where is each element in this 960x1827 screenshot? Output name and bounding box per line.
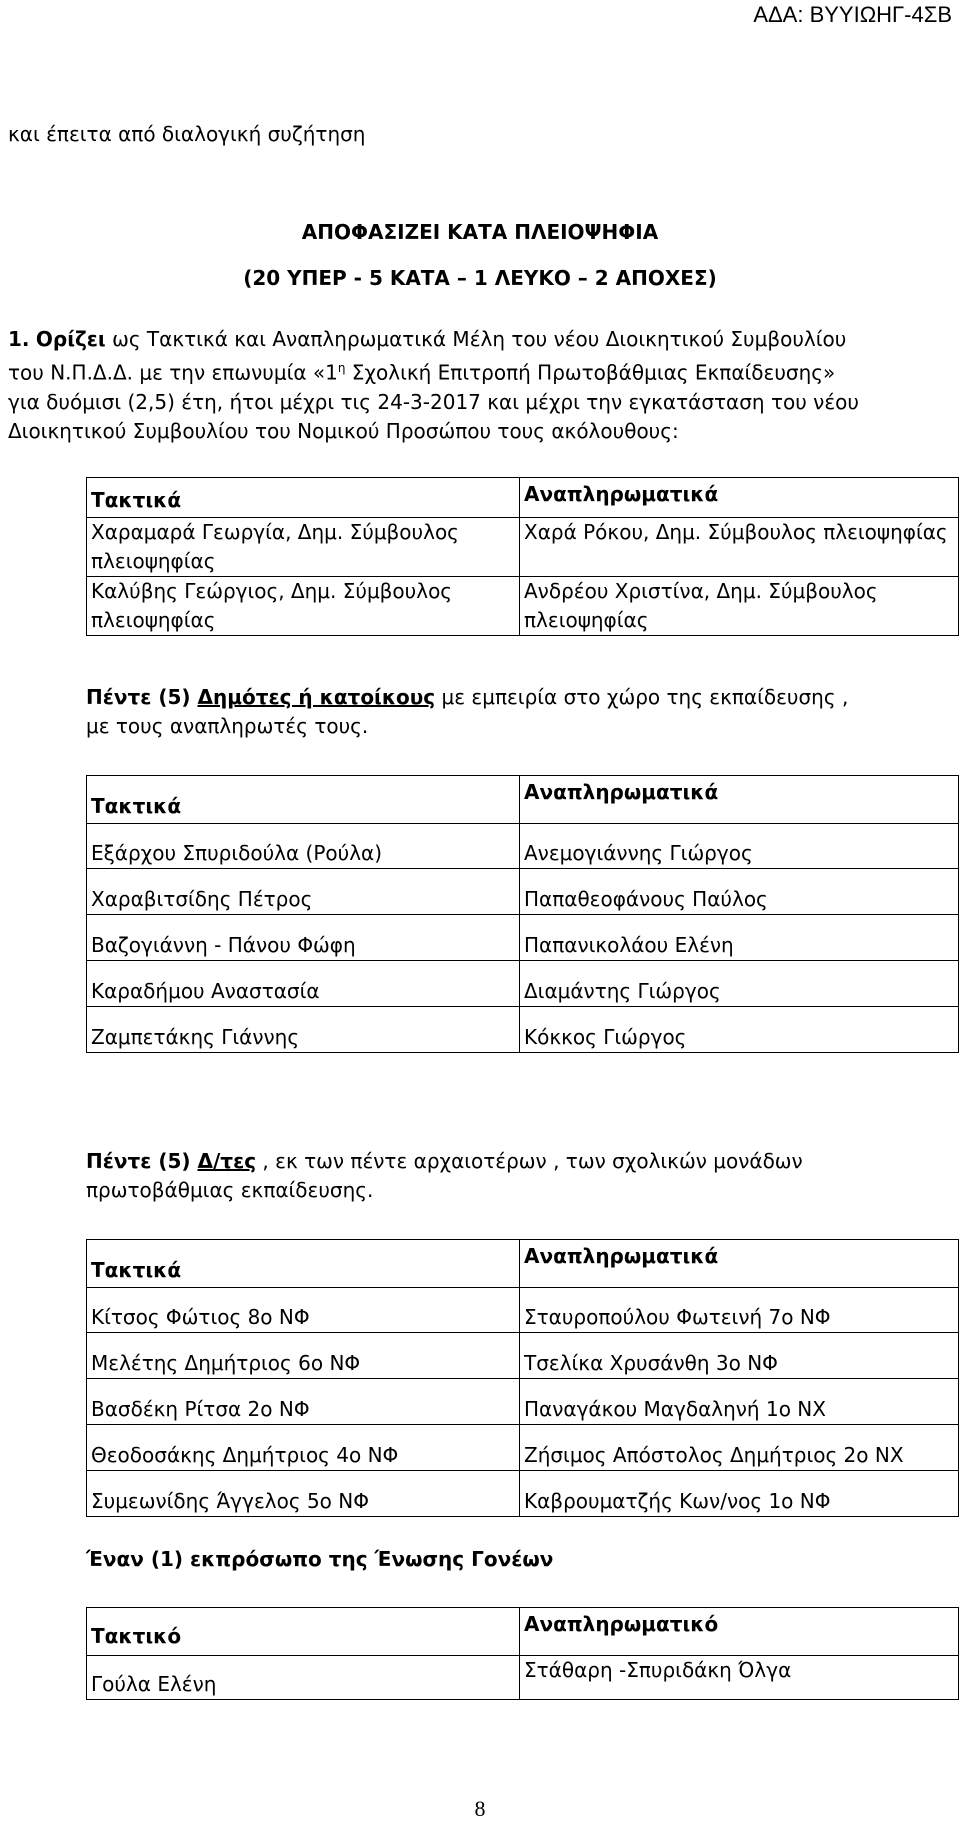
point1-line2-sup: η (337, 361, 346, 375)
table-row (87, 1288, 959, 1333)
board-members-table (86, 477, 959, 636)
table-header-row (87, 776, 959, 824)
table-row (87, 577, 959, 636)
section3-line1 (86, 1147, 956, 1176)
table-cell-substitute: Χαρά Ρόκου, Δημ. Σύμβουλος πλειοψηφίας (520, 518, 959, 577)
table-cell-regular: Καλύβης Γεώργιος, Δημ. Σύμβουλος πλειοψηφίας (87, 577, 520, 636)
section3-line2: πρωτοβάθμιας εκπαίδευσης. (86, 1178, 374, 1202)
point1-line4: Διοικητικού Συμβουλίου του Νομικού Προσώπου τους ακόλουθους: (8, 418, 679, 443)
table-cell-substitute: Παπαθεοφάνους Παύλος (520, 869, 959, 915)
point1-line2-b: Σχολική Επιτροπή Πρωτοβάθμιας Εκπαίδευσης» (345, 360, 836, 385)
table-header-substitute: Αναπληρωματικά (520, 776, 959, 824)
section3-rest: , εκ των πέντε αρχαιοτέρων , των σχολικών μονάδων (256, 1149, 803, 1173)
citizens-table (86, 775, 959, 1053)
decision-title: ΑΠΟΦΑΣΙΖΕΙ ΚΑΤΑ ΠΛΕΙΟΨΗΦΙΑ (301, 220, 659, 244)
section4-title: Έναν (1) εκπρόσωπο της Ένωσης Γονέων (86, 1547, 554, 1571)
table-cell-regular: Συμεωνίδης Άγγελος 5ο ΝΦ (87, 1471, 520, 1517)
table-cell-regular: Κίτσος Φώτιος 8ο ΝΦ (87, 1288, 520, 1333)
table-header-substitute: Αναπληρωματικό (520, 1608, 959, 1656)
section3-bold-a: Πέντε (5) (86, 1149, 198, 1173)
section2-paragraph (86, 683, 956, 741)
table-cell-substitute: Ανεμογιάννης Γιώργος (520, 824, 959, 869)
table-cell-regular: Χαραμαρά Γεωργία, Δημ. Σύμβουλος πλειοψηφίας (87, 518, 520, 577)
section3-bold-b: Δ/τες (197, 1149, 257, 1173)
section2-bold-a: Πέντε (5) (86, 685, 198, 709)
table-row (87, 1425, 959, 1471)
table-cell-substitute: Κόκκος Γιώργος (520, 1007, 959, 1053)
point1-line2 (8, 354, 958, 388)
table-cell-substitute: Σταυροπούλου Φωτεινή 7ο ΝΦ (520, 1288, 959, 1333)
point1-line1-rest: ως Τακτικά και Αναπληρωματικά Μέλη του νέου Διοικητικού Συμβουλίου (105, 327, 847, 351)
table-row (87, 824, 959, 869)
table-row (87, 915, 959, 961)
table-cell-substitute: Τσελίκα Χρυσάνθη 3ο ΝΦ (520, 1333, 959, 1379)
table-header-substitute: Αναπληρωματικά (520, 1240, 959, 1288)
decision-votes: (20 ΥΠΕΡ - 5 ΚΑΤΑ – 1 ΛΕΥΚΟ – 2 ΑΠΟΧΕΣ) (243, 266, 717, 290)
point1-line3: για δυόμισι (2,5) έτη, ήτοι μέχρι τις 24-3-2017 και μέχρι την εγκατάσταση του νέου (8, 389, 859, 414)
table-cell-substitute: Παπανικολάου Ελένη (520, 915, 959, 961)
table-header-row (87, 478, 959, 518)
table-row (87, 869, 959, 915)
table-cell-regular: Βαζογιάννη - Πάνου Φώφη (87, 915, 520, 961)
table-cell-substitute: Διαμάντης Γιώργος (520, 961, 959, 1007)
point1-line2-a: του Ν.Π.Δ.Δ. με την επωνυμία «1 (8, 360, 338, 385)
table-cell-substitute: Καβρουματζής Κων/νος 1ο ΝΦ (520, 1471, 959, 1517)
section3-paragraph (86, 1147, 956, 1205)
table-header-row (87, 1608, 959, 1656)
table-row (87, 1656, 959, 1700)
table-header-row (87, 1240, 959, 1288)
table-cell-substitute: Παναγάκου Μαγδαληνή 1ο ΝΧ (520, 1379, 959, 1425)
point1-line1 (8, 325, 958, 354)
table-cell-regular: Θεοδοσάκης Δημήτριος 4ο ΝΦ (87, 1425, 520, 1471)
section2-line2: με τους αναπληρωτές τους. (86, 714, 369, 738)
table-row (87, 1379, 959, 1425)
principals-table (86, 1239, 959, 1517)
intro-text: και έπειτα από διαλογική συζήτηση (8, 122, 366, 146)
table-row (87, 961, 959, 1007)
table-header-regular: Τακτικά (87, 776, 520, 824)
table-cell-regular: Εξάρχου Σπυριδούλα (Ρούλα) (87, 824, 520, 869)
table-cell-regular: Μελέτης Δημήτριος 6ο ΝΦ (87, 1333, 520, 1379)
section2-bold-b: Δημότες ή κατοίκους (197, 685, 436, 709)
section2-line1 (86, 683, 956, 712)
point1-paragraph (8, 325, 958, 446)
table-cell-substitute: Ανδρέου Χριστίνα, Δημ. Σύμβουλος πλειοψηφίας (520, 577, 959, 636)
point1-num: 1. (8, 327, 30, 351)
table-header-regular: Τακτικά (87, 1240, 520, 1288)
point1-verb: Ορίζει (35, 327, 106, 351)
table-row (87, 1007, 959, 1053)
table-row (87, 518, 959, 577)
parents-table (86, 1607, 959, 1700)
table-cell-regular: Βασδέκη Ρίτσα 2ο ΝΦ (87, 1379, 520, 1425)
table-cell-regular: Γούλα Ελένη (87, 1656, 520, 1700)
table-header-regular: Τακτικό (87, 1608, 520, 1656)
section2-rest: με εμπειρία στο χώρο της εκπαίδευσης , (435, 685, 849, 709)
table-cell-regular: Ζαμπετάκης Γιάννης (87, 1007, 520, 1053)
table-cell-regular: Χαραβιτσίδης Πέτρος (87, 869, 520, 915)
table-cell-substitute: Στάθαρη -Σπυριδάκη Όλγα (520, 1656, 959, 1700)
table-cell-regular: Καραδήμου Αναστασία (87, 961, 520, 1007)
table-header-substitute: Αναπληρωματικά (520, 478, 959, 518)
table-row (87, 1471, 959, 1517)
table-row (87, 1333, 959, 1379)
page-number: 8 (474, 1796, 486, 1821)
ada-code: ΑΔΑ: ΒΥΥΙΩΗΓ-4ΣΒ (753, 2, 952, 27)
table-cell-substitute: Ζήσιμος Απόστολος Δημήτριος 2ο ΝΧ (520, 1425, 959, 1471)
table-header-regular: Τακτικά (87, 478, 520, 518)
